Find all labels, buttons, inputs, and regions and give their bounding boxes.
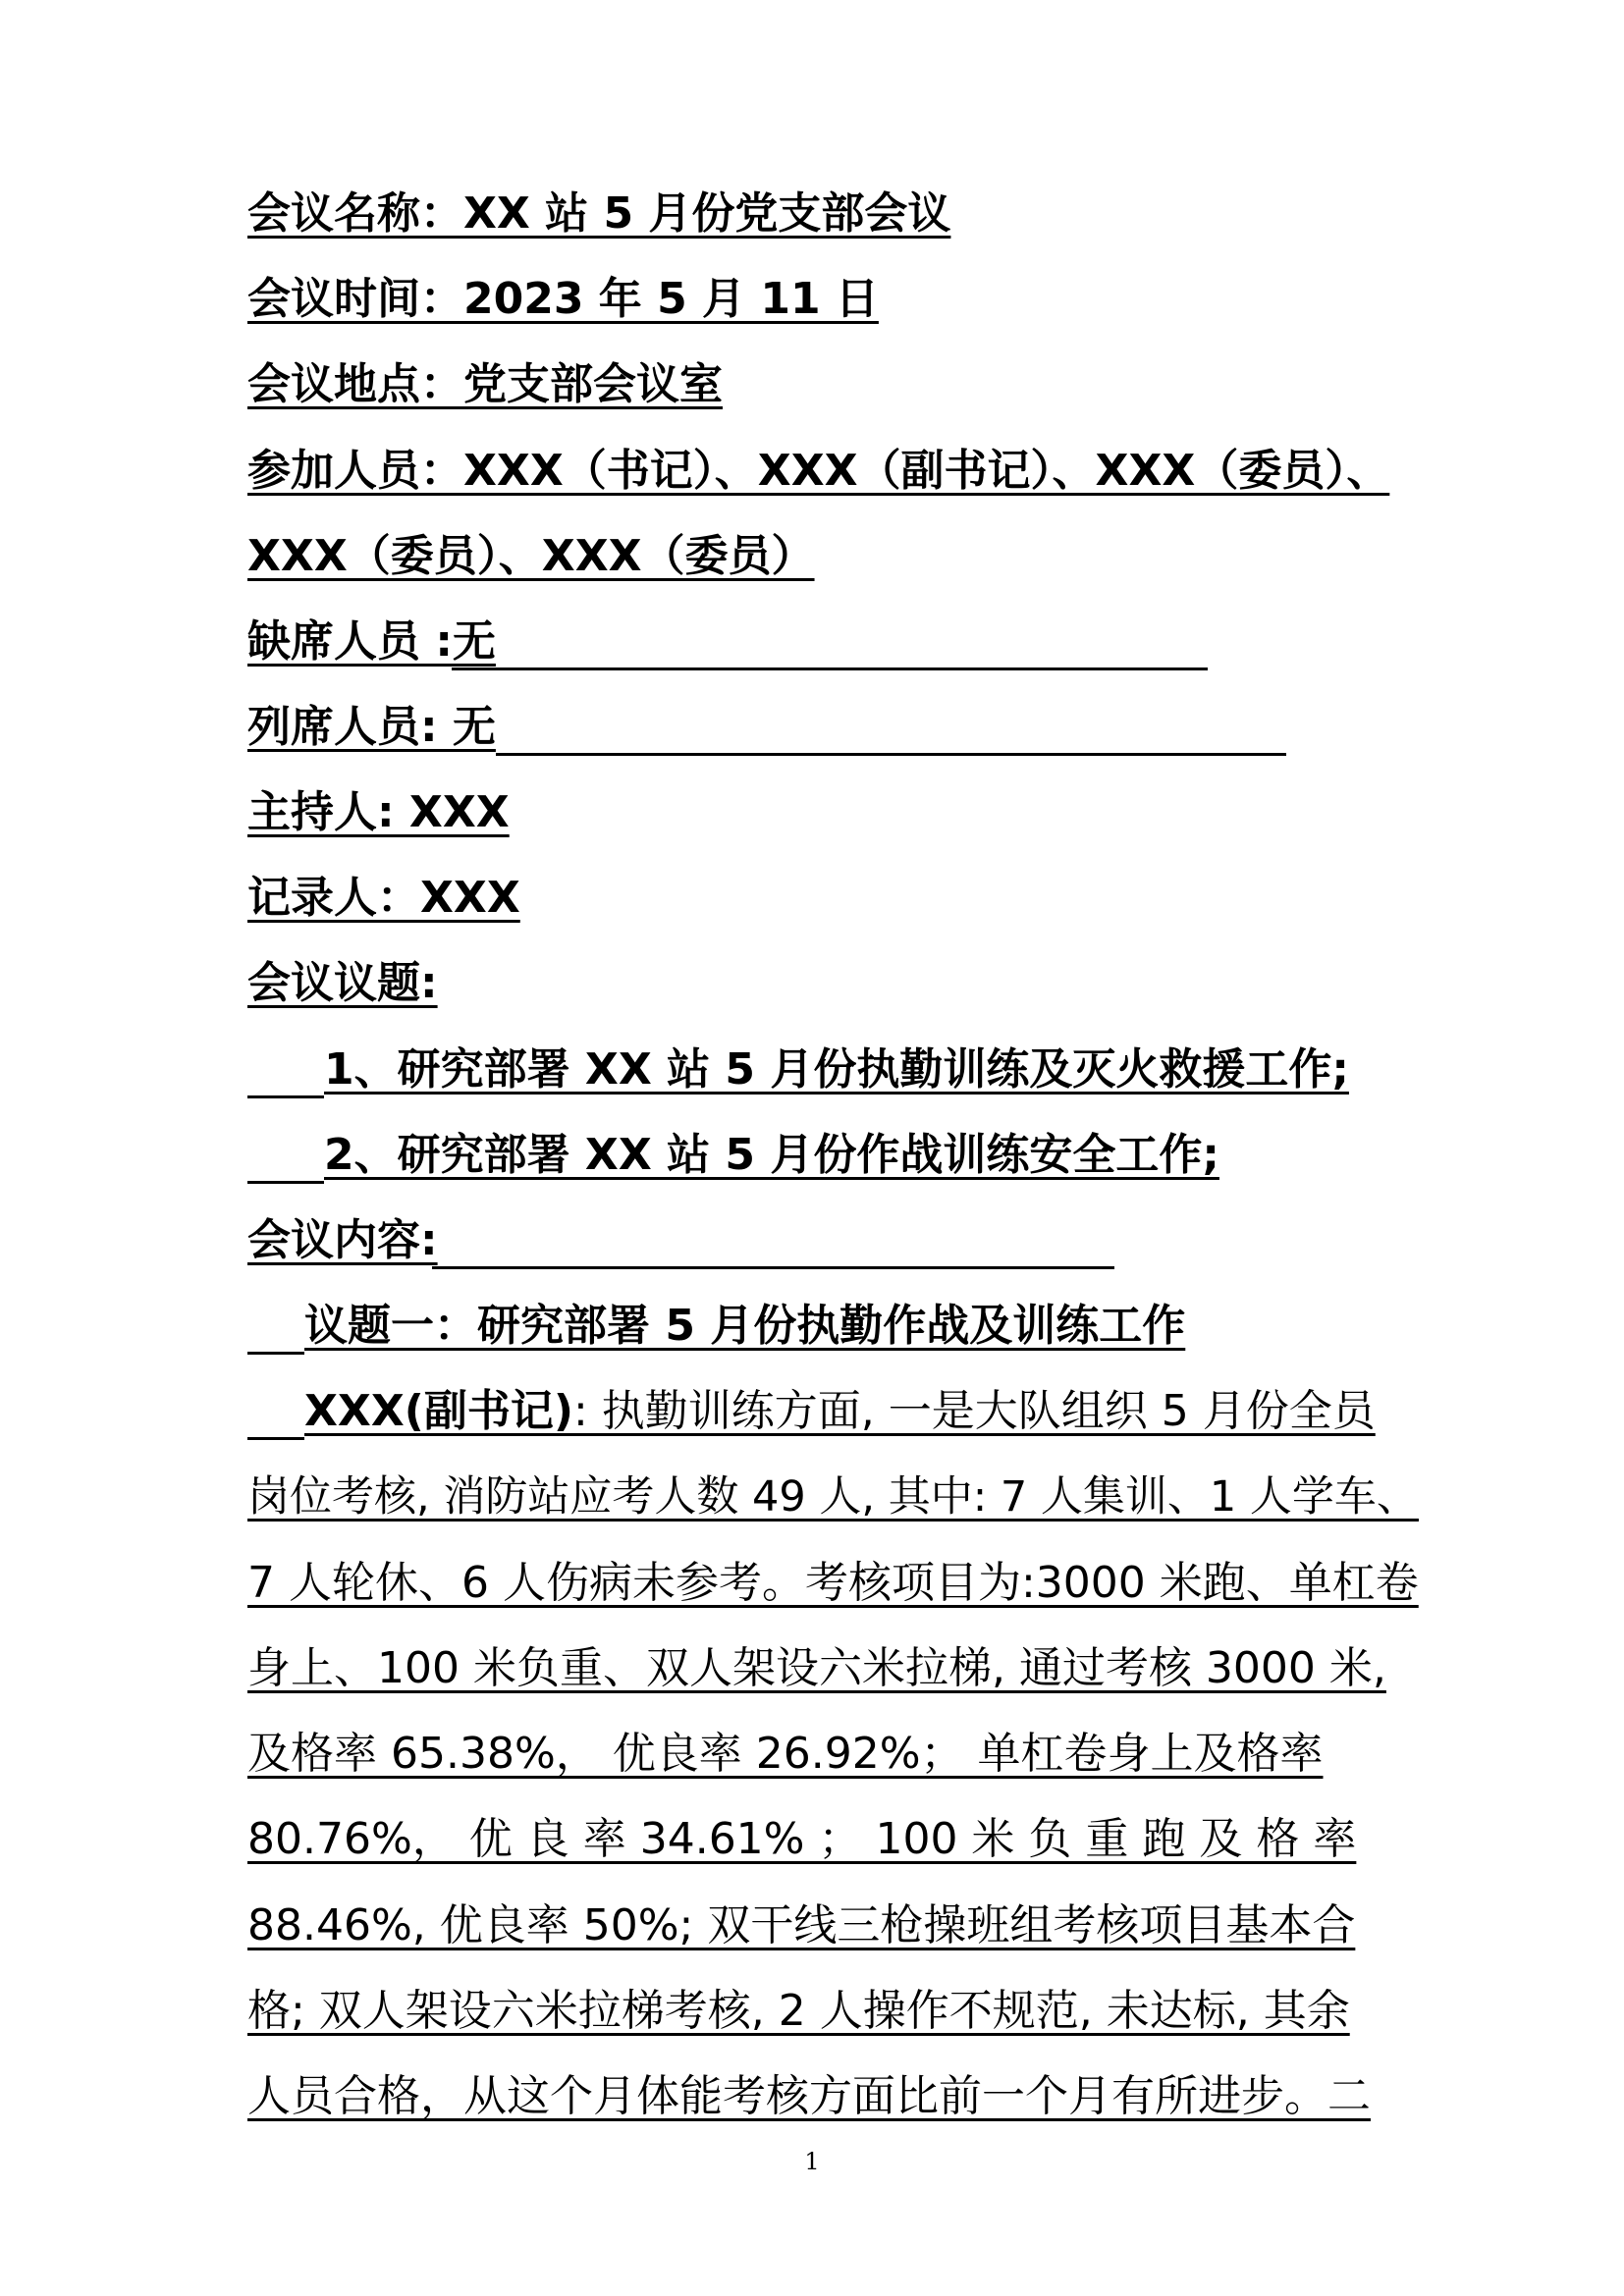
body-line-3: 7 人轮休、6 人伤病未参考。考核项目为:3000 米跑、单杠卷 [247,1558,1419,1608]
content-field [247,1215,438,1265]
body-line-6: 80.76%， 优 良 率 34.61% ； 100 米 负 重 跑 及 格 率 [247,1814,1357,1864]
topic-1: 1、研究部署 XX 站 5 月份执勤训练及灭火救援工作; [324,1044,1349,1095]
body-line-2: 岗位考核, 消防站应考人数 49 人, 其中: 7 人集训、1 人学车、 [247,1472,1419,1522]
body-line-7: 88.46%, 优良率 50%; 双干线三枪操班组考核项目基本合 [247,1900,1356,1950]
host-field: 主持人: XXX [247,787,510,837]
speaker-name: XXX(副书记) [304,1386,573,1436]
meeting-time: 会议时间：2023 年 5 月 11 日 [247,274,879,324]
body-line-1 [304,1386,1376,1436]
observers-field [247,702,496,752]
content-label: 会议内容: [247,1215,438,1265]
body-indent-underline [247,1437,304,1440]
topic1-indent-underline [247,1095,324,1098]
body-line-4: 身上、100 米负重、双人架设六米拉梯, 通过考核 3000 米, [247,1643,1386,1693]
meeting-name: 会议名称：XX 站 5 月份党支部会议 [247,188,951,239]
attendees-line-2: XXX（委员）、XXX（委员） [247,531,815,581]
attendees-line-1: 参加人员：XXX（书记）、XXX（副书记）、XXX（委员）、 [247,446,1390,496]
absent-underline [452,667,1208,670]
observers-label: 列席人员: 无 [247,702,496,752]
recorder-field: 记录人：XXX [247,873,520,923]
body-line-5: 及格率 65.38%， 优良率 26.92%； 单杠卷身上及格率 [247,1729,1324,1779]
absent-label: 缺席人员 :无 [247,616,496,667]
observers-underline [496,753,1286,756]
topic-2: 2、研究部署 XX 站 5 月份作战训练安全工作; [324,1130,1219,1180]
topics-label: 会议议题: [247,958,438,1008]
page-number: 1 [804,2148,820,2175]
agenda1-indent-underline [247,1352,304,1355]
body-line-8: 格; 双人架设六米拉梯考核, 2 人操作不规范, 未达标, 其余 [247,1986,1350,2036]
topic2-indent-underline [247,1181,324,1184]
content-underline [432,1266,1114,1269]
absent-field [247,616,496,667]
body-line-9: 人员合格，从这个月体能考核方面比前一个月有所进步。二 [247,2071,1371,2121]
body-line-1-text: : 执勤训练方面, 一是大队组织 5 月份全员 [573,1386,1376,1436]
meeting-place: 会议地点：党支部会议室 [247,359,723,409]
agenda-1-title: 议题一：研究部署 5 月份执勤作战及训练工作 [304,1301,1186,1351]
